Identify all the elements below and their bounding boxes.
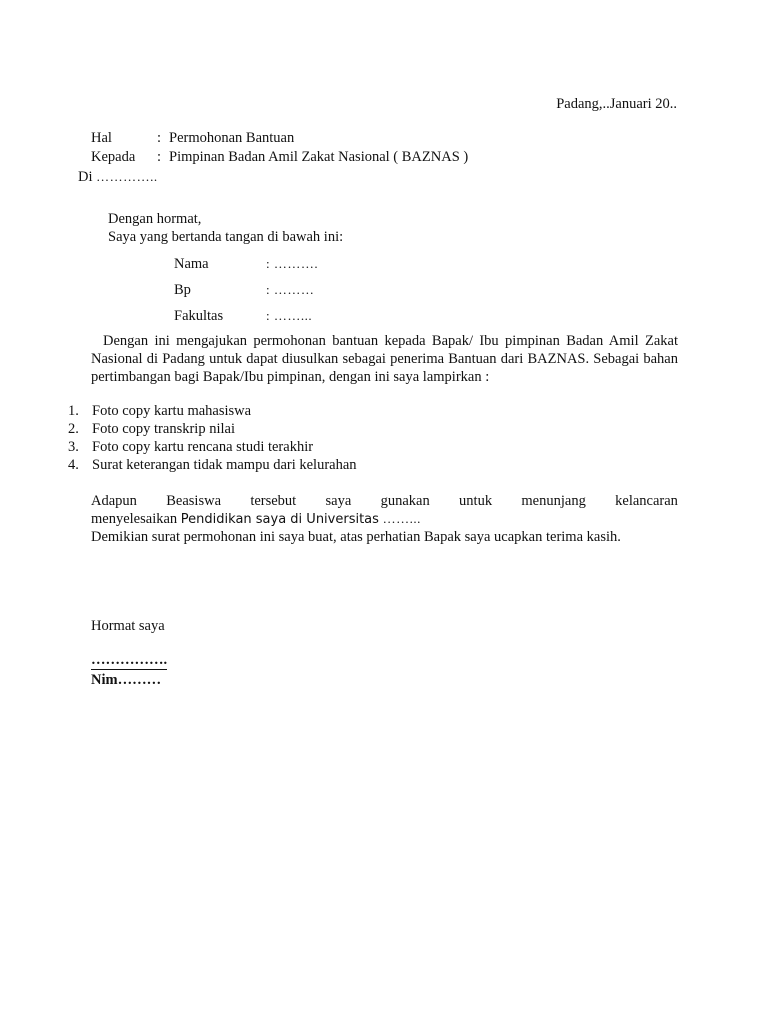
purpose-serif-run: menyelesaikan [91,511,178,527]
purpose-word: kelancaran [615,493,678,509]
field-label: Bp [174,282,191,298]
list-item [68,402,357,420]
list-text: Foto copy kartu rencana studi terakhir [92,439,314,455]
field-nama [174,255,318,273]
attachment-list [68,402,357,474]
field-value: : ……… [266,282,315,297]
purpose-word: Adapun [91,493,137,509]
purpose-word: gunakan [380,493,430,509]
purpose-word: untuk [459,493,493,509]
list-text: Foto copy kartu mahasiswa [92,403,252,419]
list-text: Foto copy transkrip nilai [92,421,235,437]
signature-line: ……………. [91,652,168,668]
list-item [68,420,357,438]
purpose-line-2 [91,510,421,529]
field-bp [174,281,314,299]
nim-line: Nim……… [91,672,162,688]
purpose-sans-run: Pendidikan saya di Universitas [180,512,379,527]
subject-row [91,129,294,147]
list-number: 1. [68,403,79,419]
purpose-word: menunjang [521,493,586,509]
list-number: 3. [68,439,79,455]
date-line: Padang,..Januari 20.. [556,96,677,112]
list-number: 4. [68,457,79,473]
field-value: : ………. [266,256,319,271]
closing-sentence: Demikian surat permohonan ini saya buat, atas perhatian Bapak saya ucapkan terima kasih. [91,529,621,545]
body-paragraph: Dengan ini mengajukan permohonan bantuan kepada Bapak/ Ibu pimpinan Badan Amil Zakat Nasional di Padang untuk dapat diusulkan sebagai penerima Bantuan dari BAZNAS. Sebagai bahan pertimbangan bagi Bapak/Ibu pimpinan, dengan ini saya lampirkan : [91,333,678,385]
recipient-value: Pimpinan Badan Amil Zakat Nasional ( BAZNAS ) [169,149,469,165]
closing-salutation: Hormat saya [91,618,165,634]
purpose-word: saya [325,493,352,509]
university-dots: ……... [382,511,421,526]
recipient-row [91,148,468,166]
purpose-line-1 [91,492,678,510]
address-value: ………….. [96,169,158,184]
address-row [78,168,158,186]
purpose-word: Beasiswa [166,493,221,509]
field-label: Nama [174,256,209,272]
field-fakultas [174,307,312,325]
subject-colon: : [157,130,162,146]
recipient-label: Kepada [91,149,136,165]
list-text: Surat keterangan tidak mampu dari kelurahan [92,457,357,473]
field-value: : ……... [266,308,313,323]
intro-line: Saya yang bertanda tangan di bawah ini: [108,229,344,245]
address-label: Di [78,169,93,185]
greeting: Dengan hormat, [108,211,202,227]
list-item [68,438,357,456]
list-number: 2. [68,421,79,437]
purpose-word: tersebut [250,493,297,509]
recipient-colon: : [157,149,162,165]
list-item [68,456,357,474]
subject-label: Hal [91,130,112,146]
subject-value: Permohonan Bantuan [169,130,295,146]
field-label: Fakultas [174,308,224,324]
